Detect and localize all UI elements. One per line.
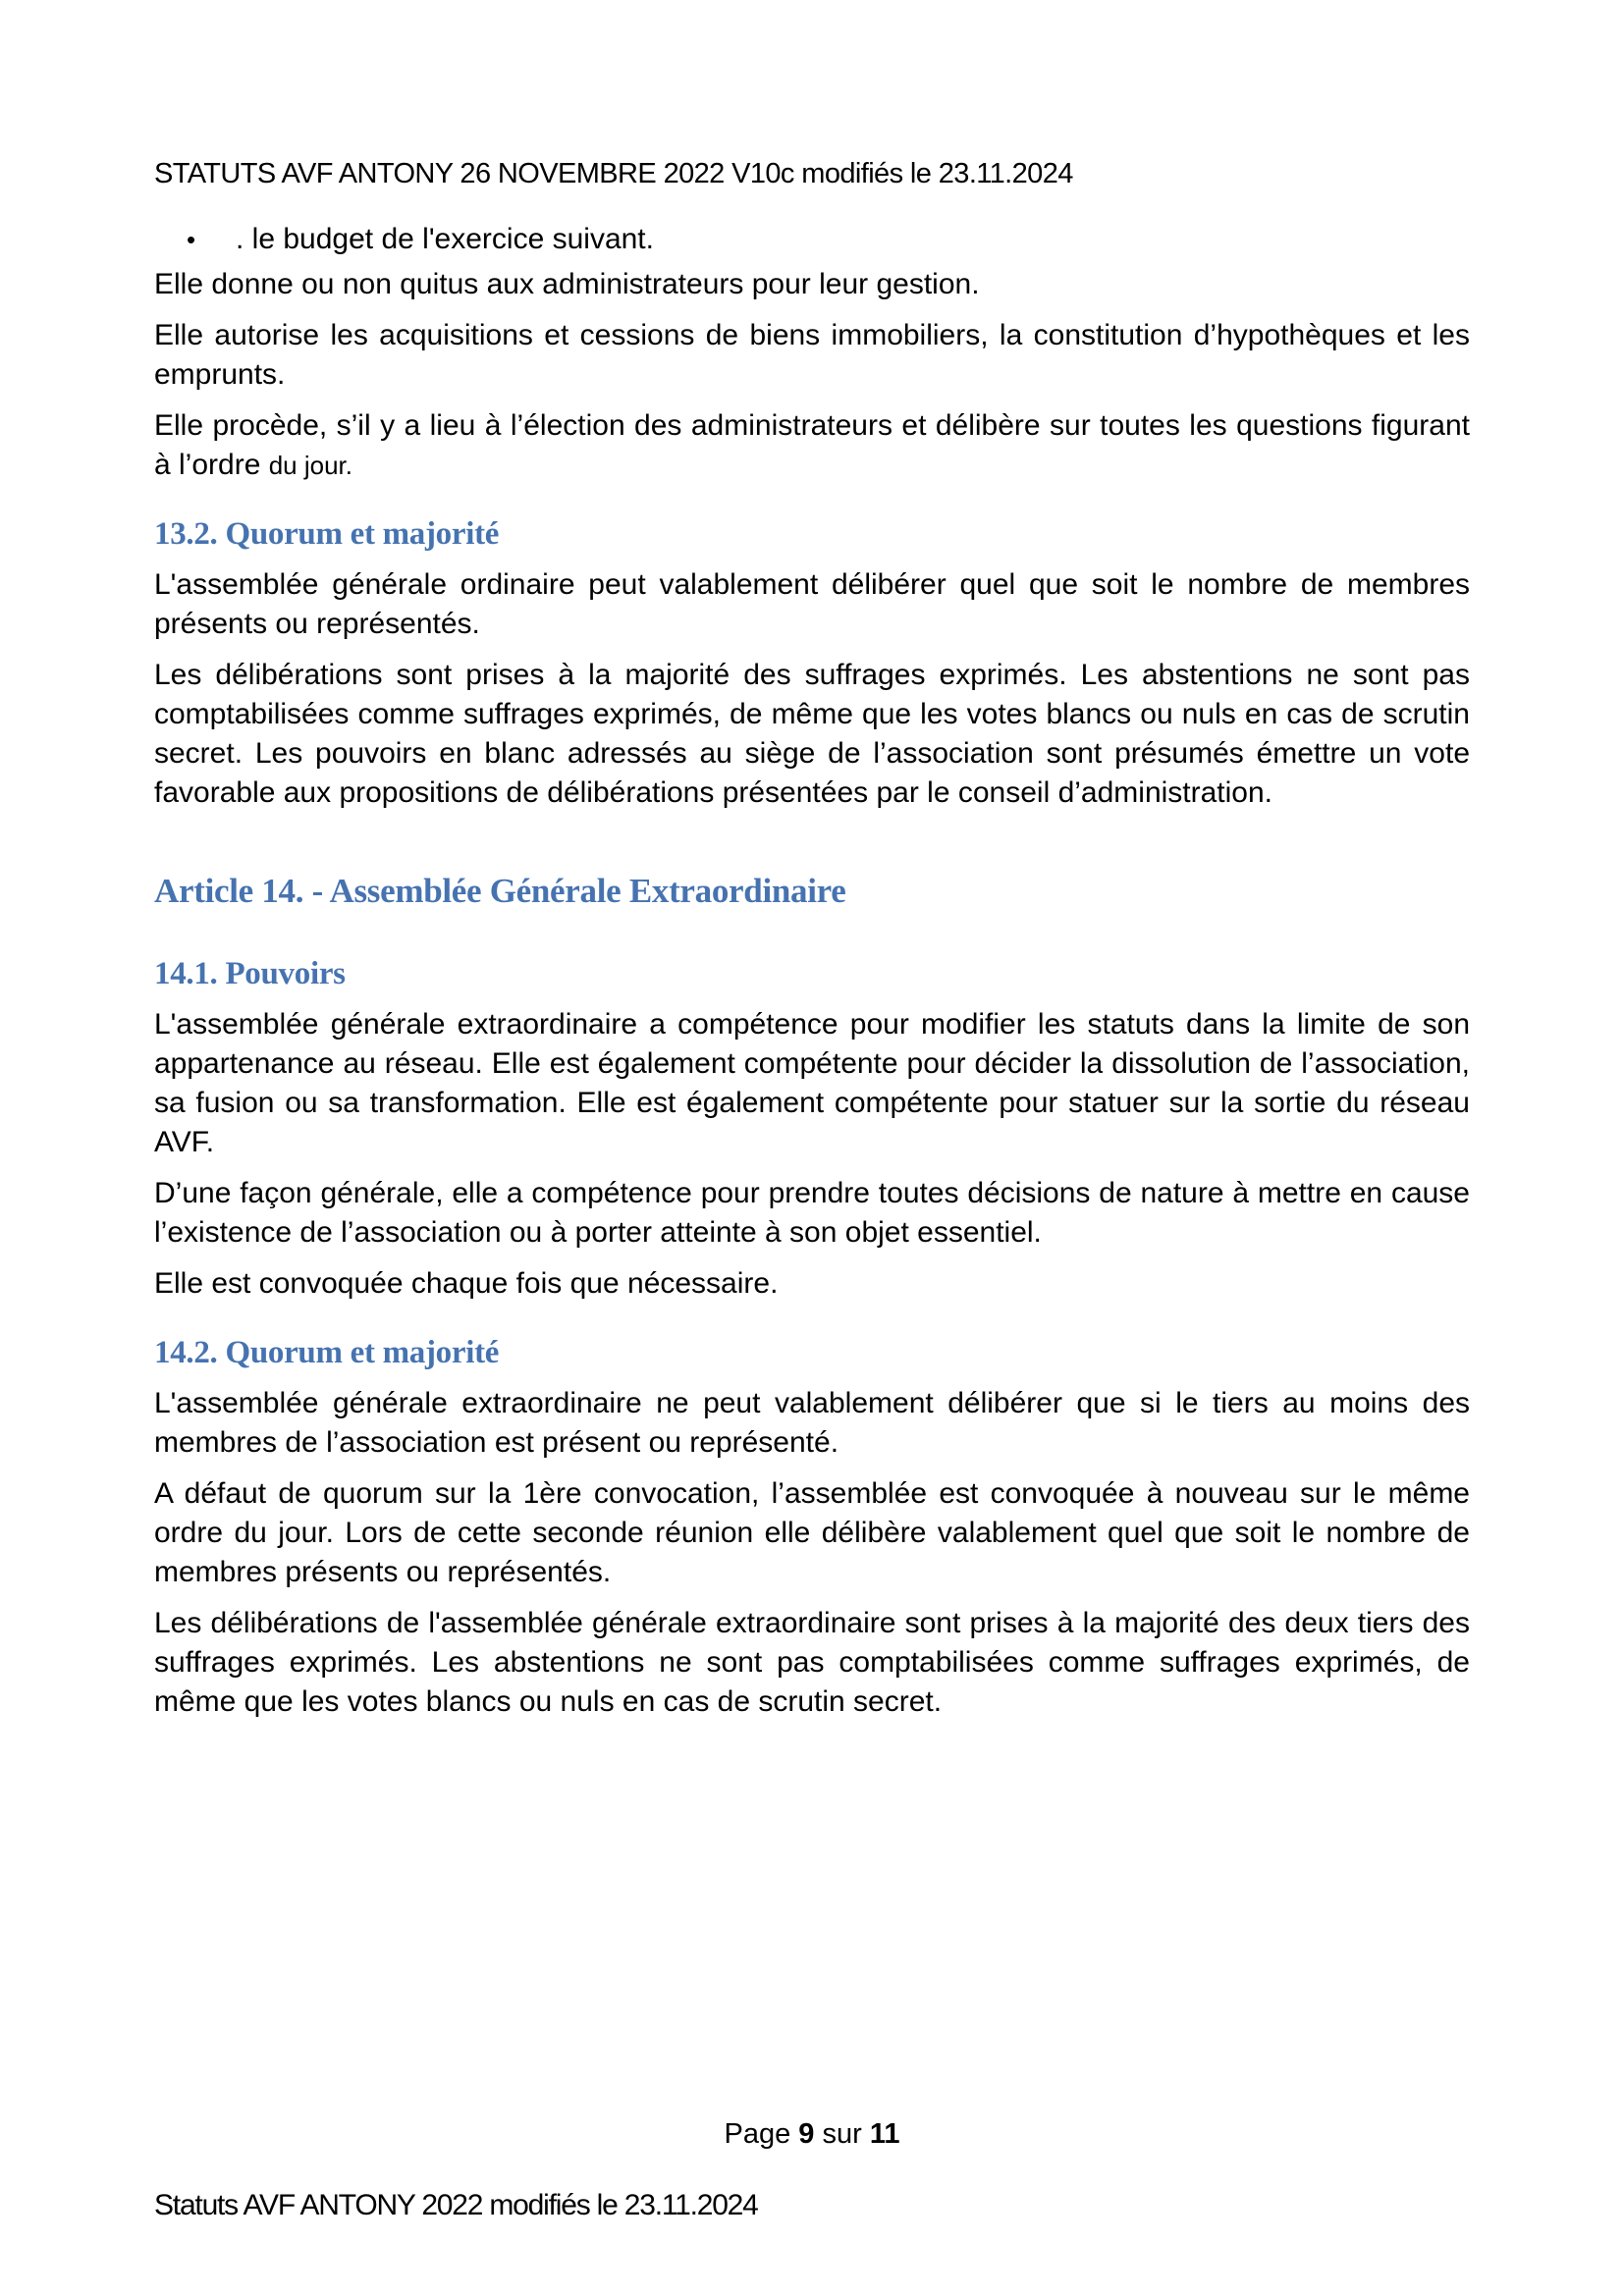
footer-sur-word: sur [814,2118,870,2150]
paragraph-age-defaut-quorum: A défaut de quorum sur la 1ère convocation, l’assemblée est convoquée à nouveau sur le même ordre du jour. Lors de cette seconde réunion elle délibère valablement quel que soit le nombre de membres présents ou représentés. [154,1477,1470,1588]
paragraph-election-main: Elle procède, s’il y a lieu à l’élection des administrateurs et délibère sur toutes les questions figurant à l’ordre [154,409,1470,481]
paragraph-acquisitions: Elle autorise les acquisitions et cessions de biens immobiliers, la constitution d’hypothèques et les emprunts. [154,319,1470,391]
footer-page-word: Page [724,2118,799,2150]
paragraph-ago-deliberation: L'assemblée générale ordinaire peut valablement délibérer quel que soit le nombre de membres présents ou représentés. [154,568,1470,640]
footer-page-indicator [154,2116,1470,2152]
paragraph-age-convocation: Elle est convoquée chaque fois que nécessaire. [154,1267,779,1300]
paragraph-age-decisions: D’une façon générale, elle a compétence pour prendre toutes décisions de nature à mettre en cause l’existence de l’association ou à porter atteinte à son objet essentiel. [154,1177,1470,1249]
heading-13-2-quorum: 13.2. Quorum et majorité [154,516,500,552]
footer-page-number-value: 9 [798,2118,815,2150]
paragraph-ago-majorite: Les délibérations sont prises à la majorité des suffrages exprimés. Les abstentions ne sont pas comptabilisées comme suffrages exprimés, de même que les votes blancs ou nuls en cas de scrutin secret. Les pouvoirs en blanc adressés au siège de l’association sont présumés émettre un vote favorable aux propositions de délibérations présentées par le conseil d’administration. [154,659,1470,809]
heading-14-1-pouvoirs: 14.1. Pouvoirs [154,956,346,991]
heading-article-14: Article 14. - Assemblée Générale Extraordinaire [154,872,846,910]
bullet-item-text: . le budget de l'exercice suivant. [236,223,654,255]
paragraph-quitus: Elle donne ou non quitus aux administrateurs pour leur gestion. [154,268,980,300]
paragraph-age-competence: L'assemblée générale extraordinaire a compétence pour modifier les statuts dans la limite de son appartenance au réseau. Elle est également compétente pour décider la dissolution de l’association, sa fusion ou sa transformation. Elle est également compétente pour statuer sur la sortie du réseau AVF. [154,1008,1470,1158]
footer-document-title: Statuts AVF ANTONY 2022 modifiés le 23.11.2024 [154,2189,758,2221]
document-header-title: STATUTS AVF ANTONY 26 NOVEMBRE 2022 V10c modifiés le 23.11.2024 [154,158,1073,189]
footer-page-total-value: 11 [869,2118,900,2150]
bullet-icon: • [187,225,196,254]
paragraph-election [154,406,1470,485]
bullet-list-item [154,220,1470,259]
paragraph-age-deux-tiers: Les délibérations de l'assemblée générale extraordinaire sont prises à la majorité des deux tiers des suffrages exprimés. Les abstentions ne sont pas comptabilisées comme suffrages exprimés, de même que les votes blancs ou nuls en cas de scrutin secret. [154,1607,1470,1718]
document-content [154,155,1470,1734]
paragraph-age-tiers: L'assemblée générale extraordinaire ne peut valablement délibérer que si le tiers au moins des membres de l’association est présent ou représenté. [154,1387,1470,1459]
paragraph-election-suffix: du jour. [268,451,353,480]
heading-14-2-quorum: 14.2. Quorum et majorité [154,1335,500,1370]
